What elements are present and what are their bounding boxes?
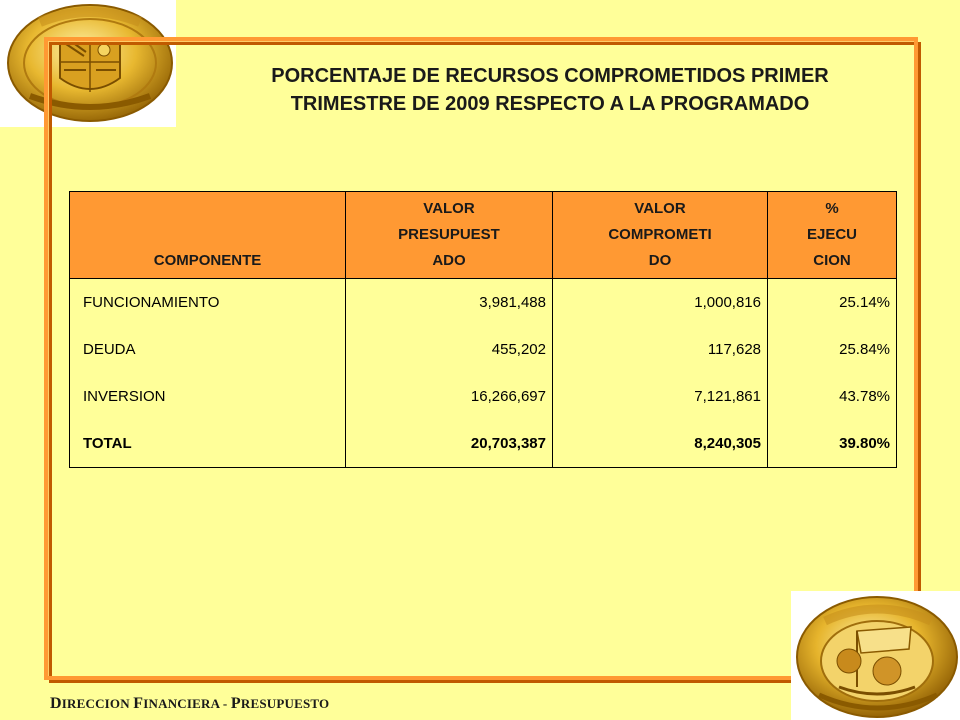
budget-table [69, 191, 897, 468]
cell-ejecucion: 43.78% [768, 373, 897, 420]
footer-initial: F [133, 695, 144, 712]
table-row [70, 373, 897, 420]
header-line: VALOR [634, 200, 686, 217]
header-line: VALOR [423, 200, 475, 217]
cell-comprometido: 117,628 [553, 326, 768, 373]
header-componente-line: COMPONENTE [153, 252, 262, 269]
cell-ejecucion: 25.14% [768, 279, 897, 327]
table-row [70, 326, 897, 373]
header-line: PRESUPUEST [398, 226, 500, 243]
cell-ejecucion: 25.84% [768, 326, 897, 373]
table-row [70, 279, 897, 327]
footer-word: INANCIERA - [143, 696, 231, 711]
cell-comprometido: 1,000,816 [553, 279, 768, 327]
header-line: ADO [432, 252, 466, 269]
cell-presupuestado: 3,981,488 [346, 279, 553, 327]
footer-initial: D [50, 695, 62, 712]
header-porcentaje-ejecucion [768, 192, 897, 279]
cell-total-comprometido: 8,240,305 [553, 420, 768, 468]
table-header-row [70, 192, 897, 279]
cell-presupuestado: 455,202 [346, 326, 553, 373]
header-line: EJECU [806, 226, 858, 243]
footer-word: IRECCION [61, 696, 134, 711]
footer-department [50, 695, 329, 713]
cell-presupuestado: 16,266,697 [346, 373, 553, 420]
footer-word: RESUPUESTO [240, 696, 330, 711]
municipal-seal-logo-bottom [791, 591, 960, 720]
cell-componente: FUNCIONAMIENTO [70, 279, 346, 327]
table-total-row [70, 420, 897, 468]
cell-componente: INVERSION [70, 373, 346, 420]
header-line: % [825, 200, 839, 217]
cell-total-presupuestado: 20,703,387 [346, 420, 553, 468]
footer-initial: P [230, 695, 241, 712]
cell-componente: DEUDA [70, 326, 346, 373]
title-line-1: PORCENTAJE DE RECURSOS COMPROMETIDOS PRIMER [271, 65, 829, 87]
cell-total-ejecucion: 39.80% [768, 420, 897, 468]
header-line: COMPROMETI [608, 226, 712, 243]
header-componente [70, 192, 346, 279]
header-line: CION [813, 252, 851, 269]
title-line-2: TRIMESTRE DE 2009 RESPECTO A LA PROGRAMADO [290, 93, 810, 115]
cell-total-label: TOTAL [70, 420, 346, 468]
cell-comprometido: 7,121,861 [553, 373, 768, 420]
header-valor-presupuestado [346, 192, 553, 279]
header-valor-comprometido [553, 192, 768, 279]
header-line: DO [648, 252, 672, 269]
page-title [190, 62, 910, 118]
